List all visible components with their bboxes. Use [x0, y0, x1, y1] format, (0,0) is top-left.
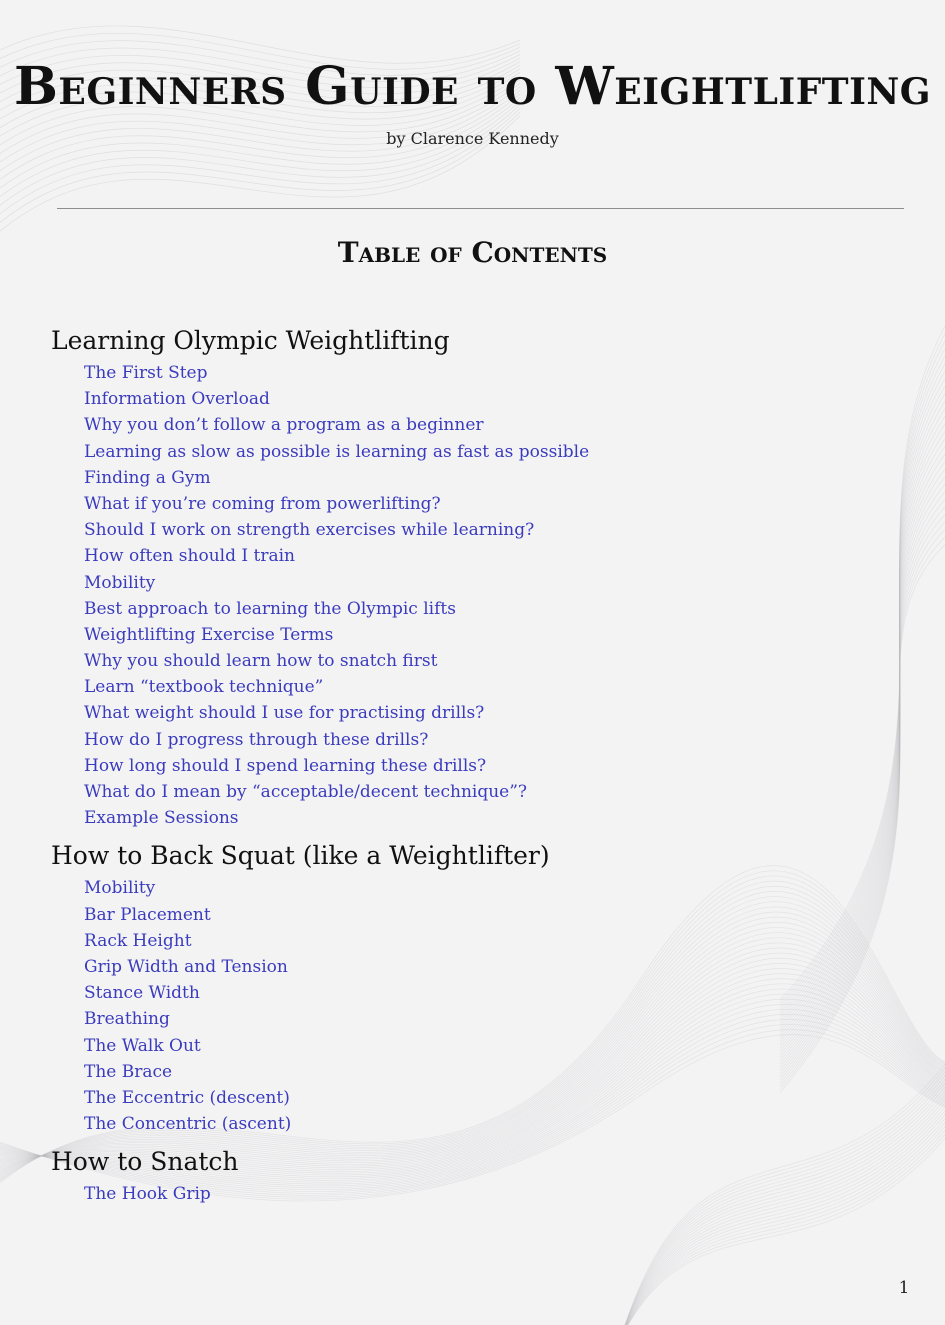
toc-link[interactable]: The Eccentric (descent)	[84, 1087, 290, 1108]
list-item	[84, 360, 911, 386]
toc-link[interactable]: Example Sessions	[84, 808, 239, 829]
section-title: Learning Olympic Weightlifting	[51, 326, 450, 355]
list-item	[84, 1006, 911, 1032]
toc-link[interactable]: What weight should I use for practising drills?	[84, 703, 485, 724]
toc-section-how-to-snatch	[51, 1143, 911, 1207]
page-number: 1	[898, 1278, 910, 1298]
toc-link[interactable]: How often should I train	[84, 546, 295, 567]
list-item	[84, 674, 911, 700]
toc-link[interactable]: What if you’re coming from powerlifting?	[84, 493, 441, 514]
list-item	[84, 875, 911, 901]
toc-link[interactable]: How do I progress through these drills?	[84, 729, 429, 750]
toc-link[interactable]: Rack Height	[84, 930, 192, 951]
toc-link[interactable]: Finding a Gym	[84, 467, 211, 488]
list-item	[84, 902, 911, 928]
list-item	[84, 570, 911, 596]
toc-link[interactable]: Information Overload	[84, 389, 270, 410]
toc-link[interactable]: Bar Placement	[84, 904, 211, 925]
section-items	[51, 360, 911, 831]
toc-section-how-to-back-squat	[51, 837, 911, 1137]
list-item	[84, 1033, 911, 1059]
section-title: How to Back Squat (like a Weightlifter)	[51, 841, 550, 871]
document-title: Beginners Guide to Weightlifting	[13, 56, 932, 117]
toc-link[interactable]: Stance Width	[84, 983, 200, 1004]
section-title: How to Snatch	[51, 1147, 239, 1177]
list-item	[84, 517, 911, 543]
toc-link[interactable]: Learn “textbook technique”	[84, 677, 324, 698]
toc-link[interactable]: The First Step	[84, 363, 208, 383]
list-item	[84, 954, 911, 980]
toc-link[interactable]: Breathing	[84, 1009, 170, 1030]
toc-link[interactable]: Why you don’t follow a program as a beginner	[84, 415, 484, 436]
list-item	[84, 596, 911, 622]
list-item	[84, 465, 911, 491]
list-item	[84, 753, 911, 779]
list-item	[84, 622, 911, 648]
toc-link[interactable]: Should I work on strength exercises while learning?	[84, 520, 535, 541]
toc-link[interactable]: Mobility	[84, 878, 156, 899]
toc-link[interactable]: The Concentric (ascent)	[84, 1114, 292, 1135]
toc-heading: Table of Contents	[337, 236, 608, 269]
toc-link[interactable]: Learning as slow as possible is learning as fast as possible	[84, 441, 590, 462]
list-item	[84, 543, 911, 569]
toc-link[interactable]: Grip Width and Tension	[84, 956, 288, 977]
list-item	[84, 1059, 911, 1085]
toc-section-learning-olympic-weightlifting	[51, 322, 911, 831]
toc-link[interactable]: The Hook Grip	[84, 1184, 211, 1205]
list-item	[84, 1181, 911, 1207]
toc-link[interactable]: Mobility	[84, 572, 156, 593]
list-item	[84, 928, 911, 954]
list-item	[84, 439, 911, 465]
toc-link[interactable]: How long should I spend learning these drills?	[84, 755, 487, 776]
section-items	[51, 1181, 911, 1207]
toc-link[interactable]: What do I mean by “acceptable/decent technique”?	[84, 782, 528, 802]
section-items	[51, 875, 911, 1137]
toc-link[interactable]: The Walk Out	[84, 1035, 201, 1056]
list-item	[84, 779, 911, 805]
toc-link[interactable]: Best approach to learning the Olympic lifts	[84, 598, 456, 619]
list-item	[84, 491, 911, 517]
list-item	[84, 1085, 911, 1111]
author-byline: by Clarence Kennedy	[386, 129, 559, 148]
list-item	[84, 1111, 911, 1137]
list-item	[84, 727, 911, 753]
list-item	[84, 980, 911, 1006]
table-of-contents	[51, 322, 911, 1213]
list-item	[84, 805, 911, 831]
list-item	[84, 648, 911, 674]
toc-link[interactable]: The Brace	[84, 1061, 173, 1082]
toc-link[interactable]: Why you should learn how to snatch first	[84, 651, 438, 672]
toc-link[interactable]: Weightlifting Exercise Terms	[84, 624, 334, 645]
list-item	[84, 386, 911, 412]
header-divider	[57, 208, 904, 209]
list-item	[84, 412, 911, 438]
list-item	[84, 700, 911, 726]
